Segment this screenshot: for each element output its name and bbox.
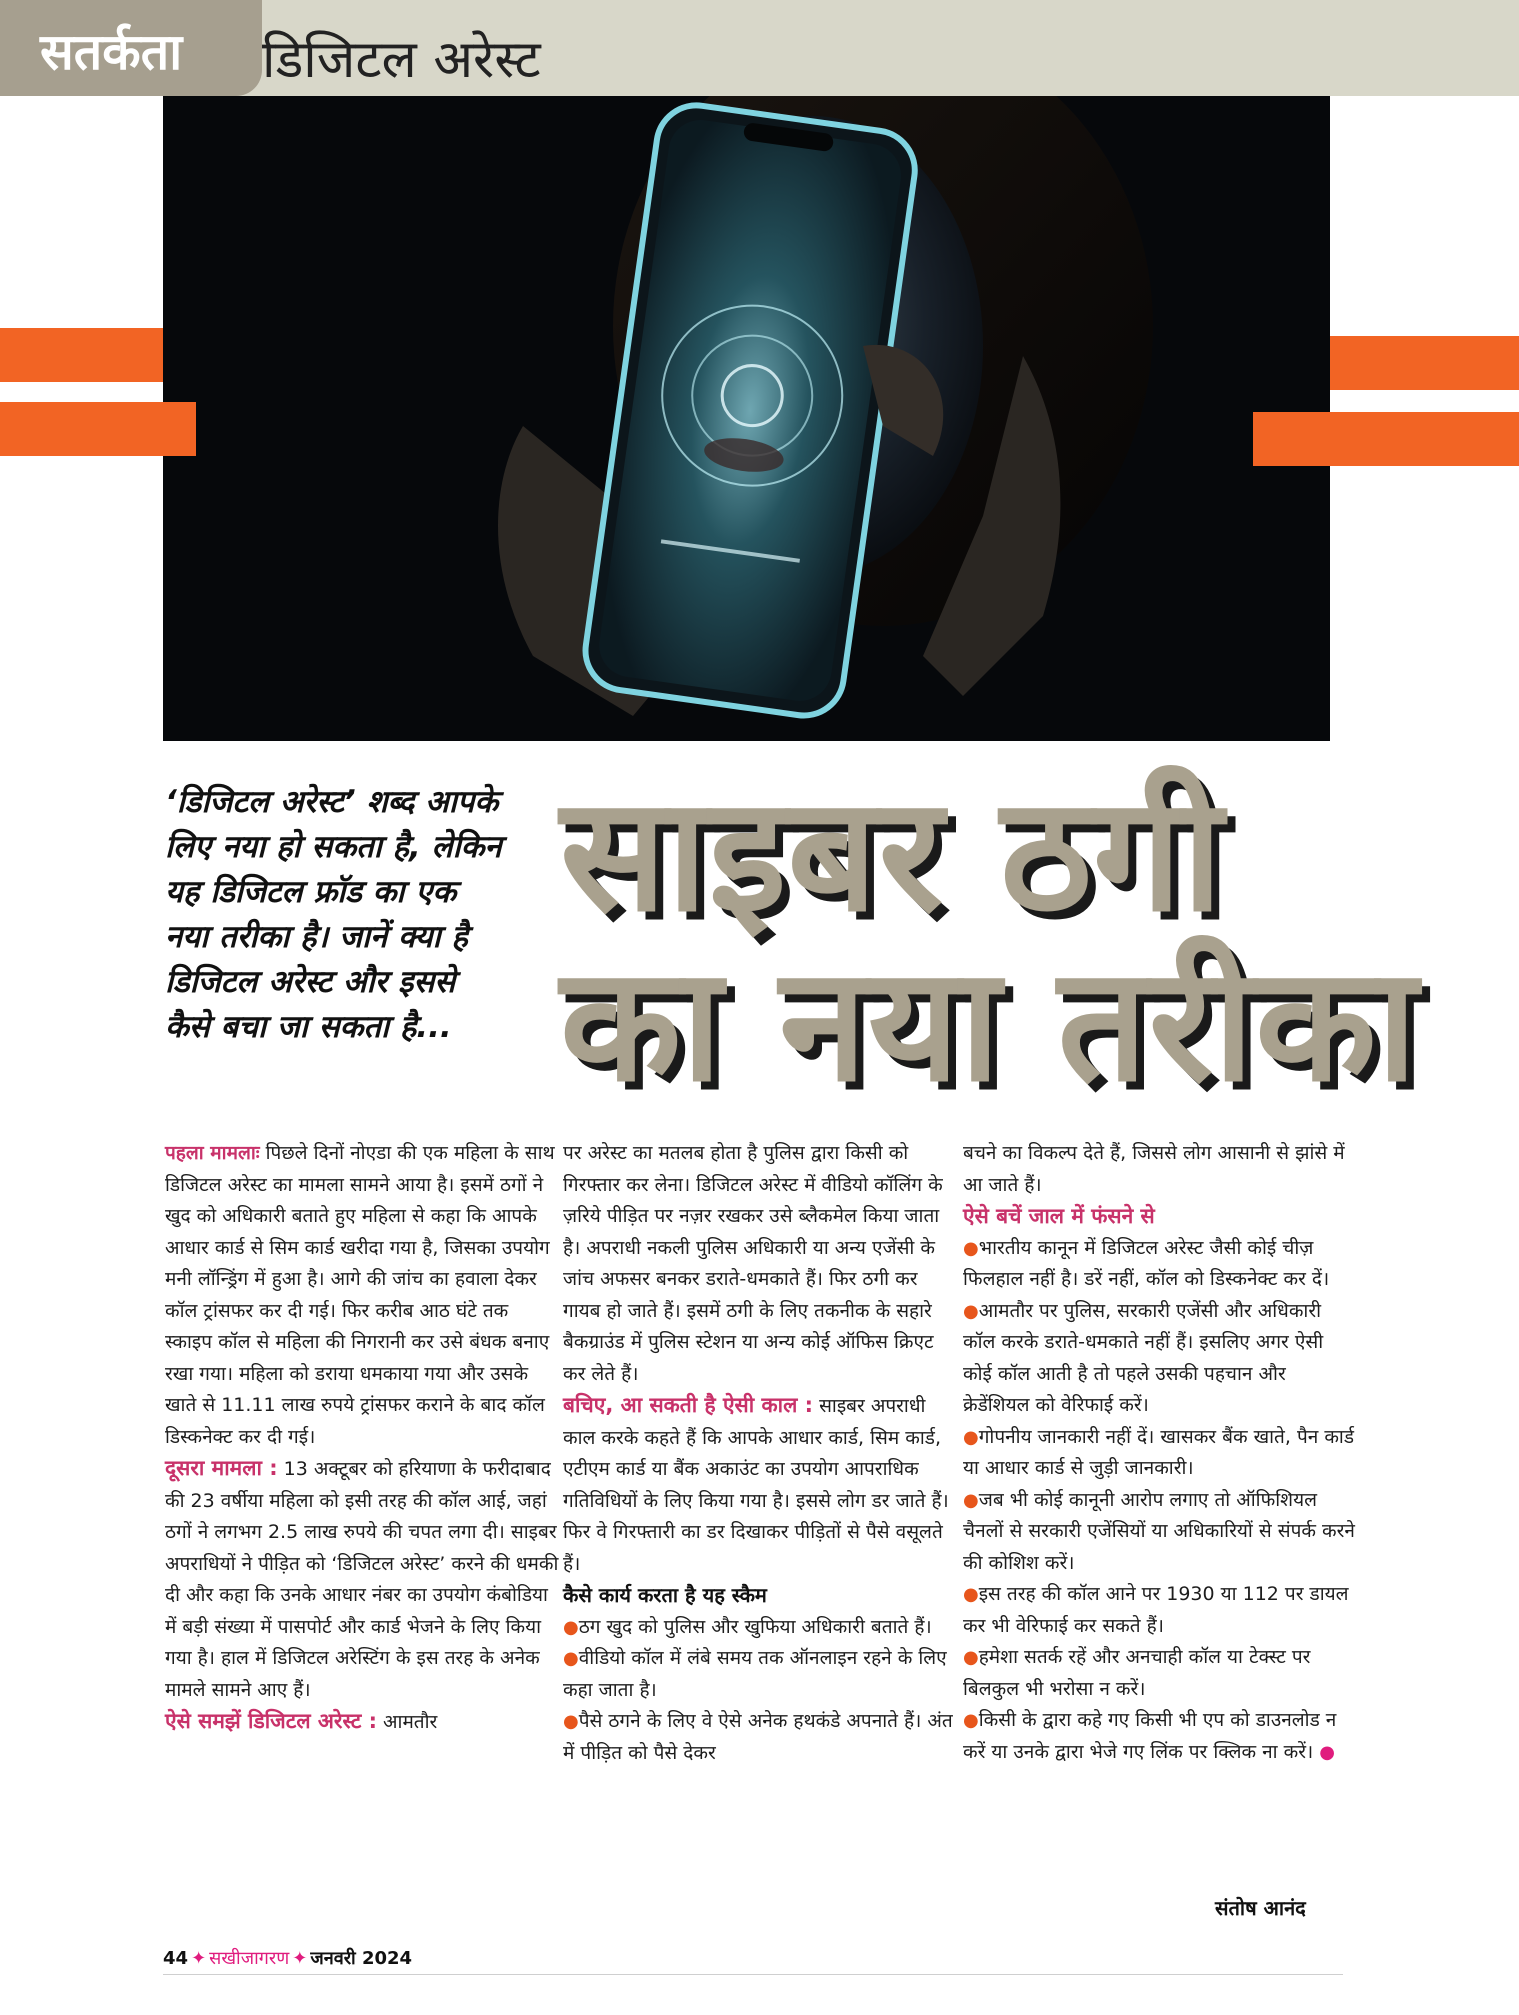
headline-line-1: साइबर ठगी bbox=[560, 763, 1224, 947]
list-item: ●पैसे ठगने के लिए वे ऐसे अनेक हथकंडे अपनाते हैं। अंत में पीड़ित को पैसे देकर bbox=[563, 1710, 953, 1764]
list-item: ●आमतौर पर पुलिस, सरकारी एजेंसी और अधिकारी कॉल करके डराते-धमकाते नहीं हैं। इसलिए अगर ऐसी कोई कॉल आती है तो पहले उसकी पहचान और क्रेडेंशियल को वेरिफाई करें। bbox=[963, 1299, 1324, 1416]
bullet-dot-icon: ● bbox=[963, 1300, 979, 1322]
list-item: ●किसी के द्वारा कहे गए किसी भी एप को डाउनलोड न करें या उनके द्वारा भेजे गए लिंक पर क्लिक ना करें। ● bbox=[963, 1709, 1337, 1763]
author-byline: संतोष आनंद bbox=[1215, 1896, 1306, 1920]
accent-bar-right-top bbox=[1330, 336, 1519, 390]
call-label: बचिए, आ सकती है ऐसी काल : bbox=[563, 1393, 814, 1417]
bullet-dot-icon: ● bbox=[963, 1237, 979, 1259]
understand-text: आमतौर bbox=[376, 1711, 438, 1733]
bullet-dot-icon: ● bbox=[963, 1489, 979, 1511]
headline-line-2: का नया तरीका bbox=[560, 933, 1419, 1117]
page-title: डिजिटल अरेस्ट bbox=[262, 30, 541, 90]
bullet-dot-icon: ● bbox=[563, 1616, 579, 1638]
issue-date: जनवरी 2024 bbox=[310, 1948, 413, 1969]
list-item: ●गोपनीय जानकारी नहीं दें। खासकर बैंक खाते, पैन कार्ड या आधार कार्ड से जुड़ी जानकारी। bbox=[963, 1425, 1355, 1479]
accent-bar-left-top bbox=[0, 328, 163, 382]
understand-label: ऐसे समझें डिजिटल अरेस्ट : bbox=[165, 1709, 377, 1733]
list-item: ●भारतीय कानून में डिजिटल अरेस्ट जैसी कोई चीज़ फिलहाल नहीं है। डरें नहीं, कॉल को डिस्कनेक्ट कर दें। bbox=[963, 1236, 1330, 1290]
accent-bar-right-bottom bbox=[1253, 412, 1519, 466]
paragraph-case-2 bbox=[165, 1453, 560, 1706]
case-1-text: पिछले दिनों नोएडा की एक महिला के साथ डिजिटल अरेस्ट का मामला सामने आया है। इसमें ठगों ने खुद को अधिकारी बताते हुए महिला से कहा कि आपके आधार कार्ड से सिम कार्ड खरीदा गया है, जिसका उपयोग मनी लॉन्ड्रिंग में हुआ है। आगे की जांच का हवाला देकर कॉल ट्रांसफर कर दी गई। फिर करीब आठ घंटे तक स्काइप कॉल से महिला की निगरानी कर उसे बंधक बनाए रखा गया। महिला को डराया धमकाया गया और उसके खाते से 11.11 लाख रुपये ट्रांसफर कराने के बाद कॉल डिस्कनेक्ट कर दी गई। bbox=[165, 1142, 555, 1448]
article-column-1 bbox=[165, 1138, 560, 1739]
case-2-label: दूसरा मामला : bbox=[165, 1456, 278, 1480]
magazine-brand: सखीजागरण bbox=[209, 1948, 290, 1969]
article-column-2 bbox=[563, 1138, 958, 1769]
intro-deck: ‘डिजिटल अरेस्ट’ शब्द आपके लिए नया हो सकता है, लेकिन यह डिजिटल फ्रॉड का एक नया तरीका है। जानें क्या है डिजिटल अरेस्ट और इससे कैसे बचा जा सकता है... bbox=[165, 784, 502, 1045]
list-item: ●इस तरह की कॉल आने पर 1930 या 112 पर डायल कर भी वेरिफाई कर सकते हैं। bbox=[963, 1583, 1349, 1637]
bullet-dot-icon: ● bbox=[963, 1710, 979, 1731]
headline bbox=[560, 763, 1490, 1117]
safety-heading: ऐसे बचें जाल में फंसने से bbox=[963, 1204, 1155, 1228]
paragraph-understand bbox=[165, 1706, 560, 1739]
case-2-text: 13 अक्टूबर को हरियाणा के फरीदाबाद की 23 वर्षीया महिला को इसी तरह की कॉल आई, जहां ठगों ने लगभग 2.5 लाख रुपये की चपत लगा दी। साइबर अपराधियों ने पीड़ित को ‘डिजिटल अरेस्ट’ करने की धमकी दी और कहा कि उनके आधार नंबर का उपयोग कंबोडिया में बड़ी संख्या में पासपोर्ट और कार्ड भेजने के लिए किया गया है। हाल में डिजिटल अरेस्टिंग के इस तरह के अनेक मामले सामने आए हैं। bbox=[165, 1458, 559, 1701]
accent-bar-left-bottom bbox=[0, 402, 196, 456]
page-footer bbox=[163, 1946, 412, 1970]
article-column-3 bbox=[963, 1138, 1358, 1768]
bullet-dot-icon: ● bbox=[963, 1426, 979, 1448]
call-text: साइबर अपराधी काल करके कहते हैं कि आपके आधार कार्ड, सिम कार्ड, एटीएम कार्ड या बैंक अकाउंट का उपयोग आपराधिक गतिविधियों के लिए किया गया है। इससे लोग डर जाते हैं। फिर वे गिरफ्तारी का डर दिखाकर पीड़ितों से पैसे वसूलते हैं। bbox=[563, 1395, 949, 1575]
footer-rule bbox=[163, 1974, 1343, 1975]
paragraph-call bbox=[563, 1390, 958, 1580]
page-number: 44 bbox=[163, 1948, 189, 1969]
hero-illustration bbox=[163, 96, 1330, 741]
case-1-label: पहला मामलाः bbox=[165, 1142, 260, 1164]
paragraph-continuation: बचने का विकल्प देते हैं, जिससे लोग आसानी से झांसे में आ जाते हैं। bbox=[963, 1142, 1345, 1196]
section-label: सतर्कता bbox=[40, 23, 183, 81]
list-item: ●जब भी कोई कानूनी आरोप लगाए तो ऑफिशियल चैनलों से सरकारी एजेंसियों या अधिकारियों से संपर्क करने की कोशिश करें। bbox=[963, 1488, 1355, 1574]
list-item: ●वीडियो कॉल में लंबे समय तक ऑनलाइन रहने के लिए कहा जाता है। bbox=[563, 1647, 947, 1701]
star-separator-icon: ✦ bbox=[191, 1948, 207, 1969]
scheme-heading: कैसे कार्य करता है यह स्कैम bbox=[563, 1583, 767, 1607]
bullet-dot-icon: ● bbox=[963, 1584, 979, 1605]
bullet-dot-icon: ● bbox=[563, 1648, 579, 1669]
list-item: ●हमेशा सतर्क रहें और अनचाही कॉल या टेक्स्ट पर बिलकुल भी भरोसा न करें। bbox=[963, 1646, 1311, 1700]
bullet-dot-icon: ● bbox=[563, 1711, 579, 1732]
hero-image bbox=[163, 96, 1330, 741]
section-tab bbox=[0, 0, 262, 96]
star-separator-icon: ✦ bbox=[292, 1948, 308, 1969]
paragraph-definition: पर अरेस्ट का मतलब होता है पुलिस द्वारा किसी को गिरफ्तार कर लेना। डिजिटल अरेस्ट में वीडियो कॉलिंग के ज़रिये पीड़ित पर नज़र रखकर उसे ब्लैकमेल किया जाता है। अपराधी नकली पुलिस अधिकारी या अन्य एजेंसी के जांच अफसर बनकर डराते-धमकाते हैं। फिर ठगी कर गायब हो जाते हैं। इसमें ठगी के लिए तकनीक के सहारे बैकग्राउंड में पुलिस स्टेशन या अन्य कोई ऑफिस क्रिएट कर लेते हैं। bbox=[563, 1142, 943, 1385]
bullet-dot-icon: ● bbox=[963, 1647, 979, 1668]
paragraph-case-1 bbox=[165, 1138, 560, 1453]
end-mark-icon: ● bbox=[1319, 1741, 1335, 1763]
list-item: ●ठग खुद को पुलिस और खुफिया अधिकारी बताते हैं। bbox=[563, 1615, 932, 1638]
